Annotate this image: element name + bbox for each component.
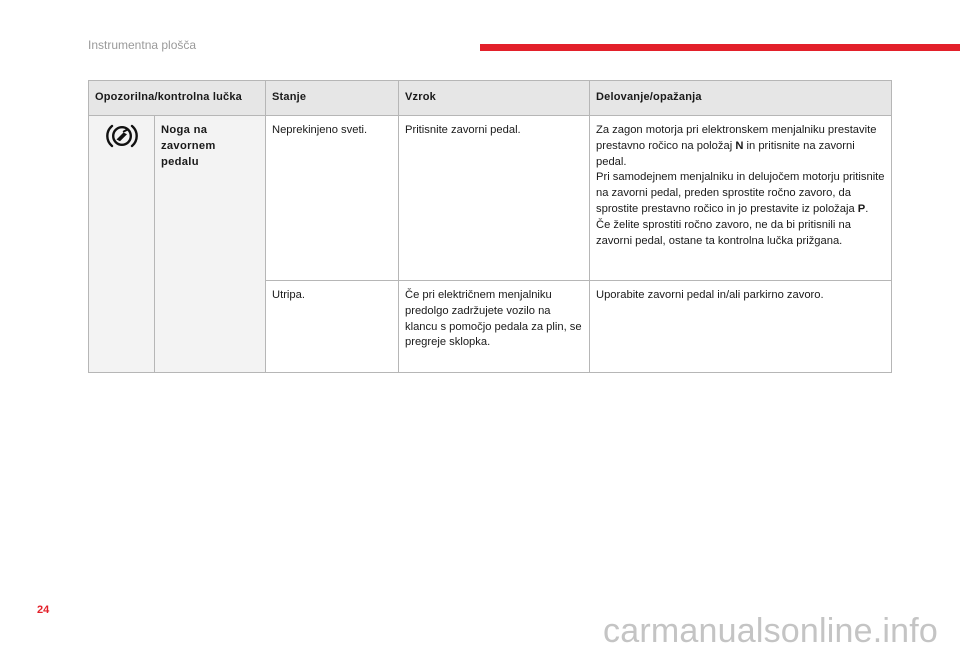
action-paragraph: Če želite sprostiti ročno zavoro, ne da bi pritisnili na zavorni pedal, ostane ta kontrolna lučka prižgana. <box>596 218 851 247</box>
header-action: Delovanje/opažanja <box>590 81 892 116</box>
gear-position-n: N <box>735 139 744 152</box>
action-paragraph <box>596 170 885 217</box>
lamp-name-cell <box>155 116 266 373</box>
header-lamp: Opozorilna/kontrolna lučka <box>89 81 266 116</box>
lamp-name-line: zavornem <box>161 139 216 152</box>
warning-lamp-table <box>88 80 892 373</box>
action-cell <box>590 116 892 281</box>
lamp-icon-cell <box>89 116 155 373</box>
section-title: Instrumentna plošča <box>88 38 197 52</box>
header-state: Stanje <box>266 81 399 116</box>
state-cell: Neprekinjeno sveti. <box>266 116 399 281</box>
action-text: Za zagon motorja pri elektronskem menjalniku prestavite prestavno ročico na položaj <box>596 124 877 152</box>
watermark: carmanualsonline.info <box>603 612 938 650</box>
table-header-row <box>89 81 892 116</box>
cause-cell: Pritisnite zavorni pedal. <box>399 116 590 281</box>
header-cause: Vzrok <box>399 81 590 116</box>
action-text: in pritisnite na zavorni pedal. <box>596 139 855 168</box>
cause-cell: Če pri električnem menjalniku predolgo zadržujete vozilo na klancu s pomočjo pedala za plin, se pregreje sklopka. <box>399 281 590 373</box>
action-text: . <box>865 202 869 215</box>
table-row <box>89 116 892 281</box>
header-accent-bar <box>480 44 960 51</box>
foot-on-brake-icon <box>106 122 138 150</box>
action-text: Pri samodejnem menjalniku in delujočem motorju pritisnite na zavorni pedal, preden sprostite ročno zavoro, da sprostite prestavno ročico in jo prestavite iz položaja <box>596 171 885 215</box>
gear-position-p: P <box>857 202 866 215</box>
lamp-name-line: Noga na <box>161 124 208 136</box>
page-number: 24 <box>37 604 50 616</box>
action-paragraph <box>596 123 885 170</box>
lamp-name-line: pedalu <box>161 155 199 168</box>
state-cell: Utripa. <box>266 281 399 373</box>
action-cell: Uporabite zavorni pedal in/ali parkirno zavoro. <box>590 281 892 373</box>
